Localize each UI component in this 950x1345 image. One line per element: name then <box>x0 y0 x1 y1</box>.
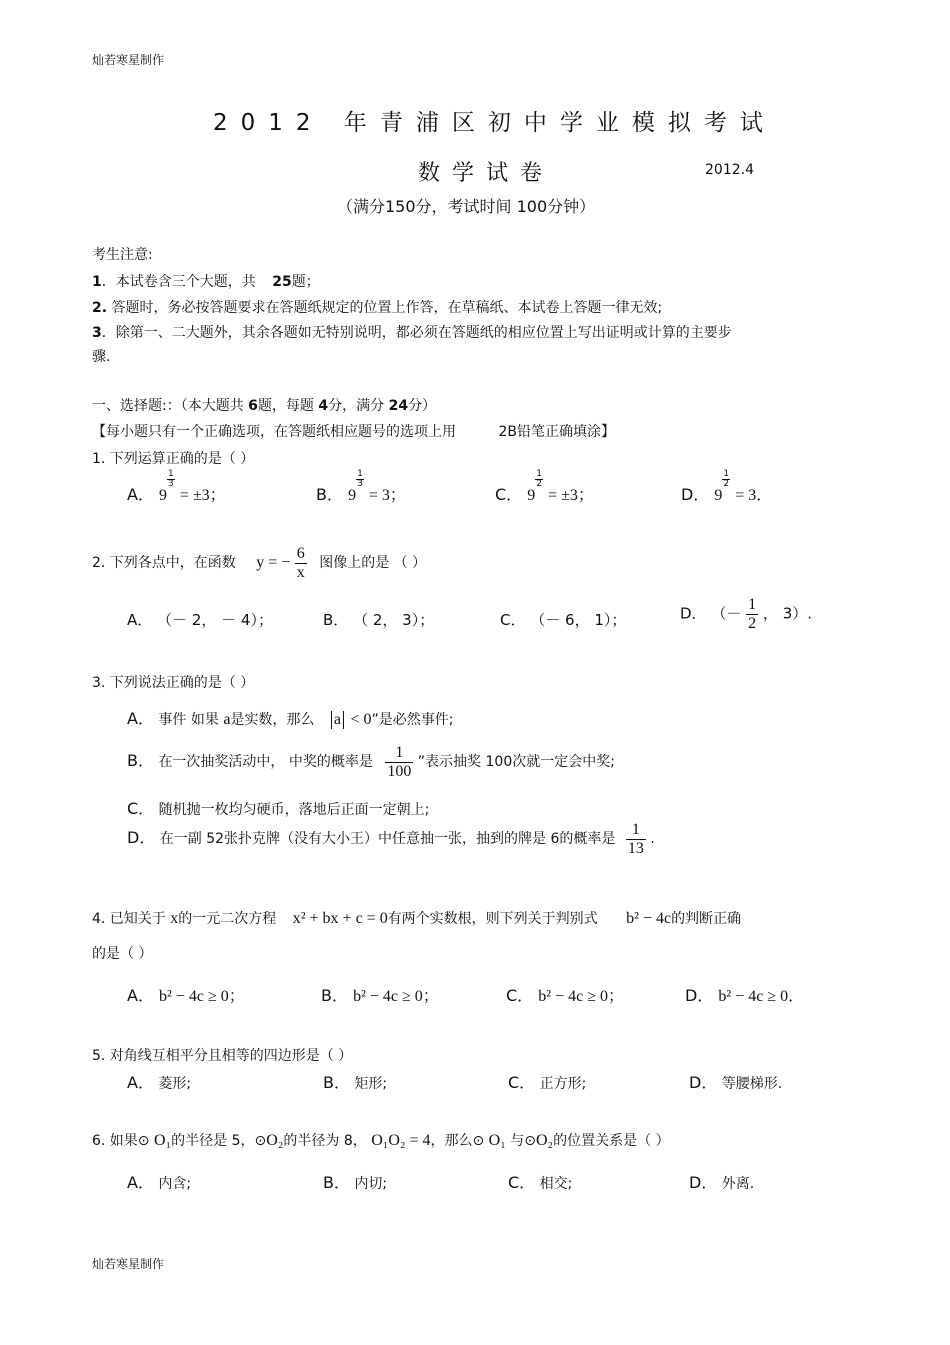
q2-stem <box>92 545 426 581</box>
notice-text: 答题时，务必按答题要求在答题纸规定的位置上作答，在草稿纸、本试卷上答题一律无效; <box>111 300 663 316</box>
q3-option-b[interactable] <box>127 744 615 780</box>
option-label: A． <box>127 611 153 629</box>
option-fraction: $\frac{1}{2}$ <box>748 596 757 632</box>
q6-option-c[interactable] <box>508 1170 572 1193</box>
option-label: B． <box>323 1073 350 1092</box>
option-fraction: $\frac{1}{13}$ <box>627 821 644 857</box>
option-label: C． <box>508 1173 536 1192</box>
option-exponent: $\frac{1}{3}$ <box>357 469 363 489</box>
q4-option-d[interactable] <box>685 983 804 1006</box>
q2-option-c[interactable] <box>500 609 626 630</box>
notice-item-1 <box>92 271 320 291</box>
q4-stem-b: 的一元二次方程 <box>178 911 277 927</box>
q5-option-c[interactable] <box>508 1070 586 1093</box>
q3-stem: 3. 下列说法正确的是（ ） <box>92 675 255 691</box>
exam-info: （满分150分，考试时间 100分钟） <box>337 197 596 216</box>
q6-stem <box>92 1130 670 1150</box>
q4-discriminant: b² − 4c <box>626 910 672 927</box>
option-text: 相交; <box>539 1176 573 1192</box>
q6-stem-e: 与⊙ <box>510 1133 536 1149</box>
q4-var: x <box>170 910 179 927</box>
q6-option-b[interactable] <box>323 1170 387 1193</box>
option-text: （－ 2， － 4）； <box>157 611 273 629</box>
section-each: 4 <box>318 398 329 414</box>
option-label: C． <box>508 1073 536 1092</box>
option-label: D． <box>681 485 710 504</box>
option-label: B． <box>316 485 343 504</box>
option-text: 外离. <box>721 1176 755 1192</box>
section-heading-b: 题，每题 <box>257 398 314 414</box>
option-label: B． <box>127 751 154 771</box>
option-text: 矩形; <box>354 1076 388 1092</box>
option-text: 随机抛一枚均匀硬币，落地后正面一定朝上; <box>158 802 430 818</box>
option-exponent: $\frac{1}{2}$ <box>723 469 730 489</box>
q5-option-a[interactable] <box>127 1070 191 1093</box>
q1-option-d[interactable] <box>681 469 773 505</box>
q4-stem <box>92 908 741 928</box>
option-label: C． <box>500 611 526 629</box>
option-text: b² − 4c ≥ 0； <box>159 988 245 1005</box>
option-text: b² − 4c ≥ 0； <box>538 988 624 1005</box>
section-heading-d: 分） <box>408 398 437 414</box>
section-instruction <box>92 421 615 441</box>
q1-option-c[interactable] <box>495 469 594 505</box>
q5-option-b[interactable] <box>323 1070 387 1093</box>
q6-stem-a: 6. 如果⊙ <box>92 1133 150 1149</box>
q2-func-lhs: y = − <box>256 554 291 572</box>
option-exponent: $\frac{1}{2}$ <box>536 469 543 489</box>
option-text: 在一副 52张扑克牌（没有大小王）中任意抽一张，抽到的牌是 6的概率是 <box>159 831 616 848</box>
option-text: b² − 4c ≥ 0． <box>718 988 805 1005</box>
option-var: a <box>223 711 231 728</box>
option-text: ”表示抽奖 100次就一定会中奖; <box>417 754 615 771</box>
q2-func-fraction: $\frac{6}{x}$ <box>296 545 305 581</box>
notice-item-3 <box>92 322 732 342</box>
instruction-b: 2B铅笔正确填涂】 <box>498 424 615 440</box>
option-rhs: = ±3； <box>179 487 226 504</box>
option-label: A． <box>127 986 154 1005</box>
q6-stem-c: 的半径为 8， <box>283 1133 367 1149</box>
q4-option-a[interactable] <box>127 983 245 1006</box>
q2-option-d[interactable] <box>680 596 812 632</box>
option-text: 在一次抽奖活动中， 中奖的概率是 <box>158 754 373 771</box>
q4-equation: x² + bx + c = 0 <box>292 910 388 927</box>
q2-option-b[interactable] <box>323 609 434 630</box>
option-text: 内含; <box>158 1176 192 1192</box>
option-label: D． <box>689 1073 718 1092</box>
notice-text: ．除第一、二大题外，其余各题如无特别说明，都必须在答题纸的相应位置上写出证明或计算的主要步 <box>101 325 732 341</box>
option-text: 菱形; <box>158 1076 192 1092</box>
q6-o1b: O₁ <box>488 1132 506 1149</box>
instruction-a: 【每小题只有一个正确选项，在答题纸相应题号的选项上用 <box>92 424 456 440</box>
option-label: B． <box>321 986 348 1005</box>
option-base: 9 <box>159 487 168 504</box>
q2-stem-b: 图像上的是 （ ） <box>319 555 427 572</box>
notice-text: ．本试卷含三个大题，共 <box>101 274 256 290</box>
option-label: B． <box>323 1173 350 1192</box>
option-text: 事件 如果 <box>158 712 219 728</box>
q5-option-d[interactable] <box>689 1070 782 1093</box>
q3-option-c[interactable] <box>127 796 429 819</box>
notice-item-4 <box>92 346 110 366</box>
q6-o1: O₁ <box>154 1132 172 1149</box>
q5-stem: 5. 对角线互相平分且相等的四边形是（ ） <box>92 1048 353 1064</box>
q6-stem-d: ，那么⊙ <box>430 1133 485 1149</box>
section-heading <box>92 395 436 415</box>
q3-option-a[interactable] <box>127 706 453 729</box>
option-text: ”是必然事件; <box>371 712 454 728</box>
q4-option-b[interactable] <box>321 983 439 1006</box>
exam-title: 2012 年青浦区初中学业模拟考试 <box>213 110 776 136</box>
option-rhs: = 3； <box>368 487 406 504</box>
option-label: C． <box>127 799 155 818</box>
option-base: 9 <box>527 487 536 504</box>
q6-o2: O₂ <box>266 1132 284 1149</box>
option-rel: < 0 <box>350 711 372 728</box>
section-count: 6 <box>248 398 258 414</box>
section-total: 24 <box>388 398 409 414</box>
watermark-top: 灿若寒星制作 <box>92 53 165 67</box>
watermark-bottom: 灿若寒星制作 <box>92 1257 165 1271</box>
notice-heading: 考生注意: <box>92 247 153 263</box>
q6-stem-f: 的位置关系是（ ） <box>553 1133 670 1149</box>
option-text: （ 2， 3）； <box>353 611 435 629</box>
q4-option-c[interactable] <box>506 983 624 1006</box>
option-label: D． <box>680 604 707 623</box>
q2-option-a[interactable] <box>127 609 273 630</box>
option-text: 是实数，那么 <box>230 712 315 728</box>
notice-num: 1 <box>92 274 102 290</box>
option-text: b² − 4c ≥ 0； <box>353 988 439 1005</box>
notice-num: 3 <box>92 325 102 341</box>
option-base: 9 <box>714 487 723 504</box>
section-heading-c: 分，满分 <box>328 398 385 414</box>
option-text: 正方形; <box>539 1076 587 1092</box>
option-text: （－ 6， 1）； <box>530 611 627 629</box>
q1-option-a[interactable] <box>127 469 226 505</box>
notice-item-2 <box>92 297 662 317</box>
option-base: 9 <box>348 487 357 504</box>
notice-text: 骤. <box>92 349 111 365</box>
q4-stem-line2: 的是（ ） <box>92 946 153 962</box>
option-label: B． <box>323 611 349 629</box>
q6-option-a[interactable] <box>127 1170 191 1193</box>
q4-stem-c: 有两个实数根，则下列关于判别式 <box>387 911 598 927</box>
q2-stem-a: 2. 下列各点中，在函数 <box>92 555 236 572</box>
option-exponent: $\frac{1}{3}$ <box>168 469 174 489</box>
notice-tail: 题； <box>291 274 320 290</box>
option-rhs: = ±3； <box>548 487 594 504</box>
option-label: C． <box>495 485 523 504</box>
option-text: 内切; <box>354 1176 388 1192</box>
option-label: D． <box>127 828 156 848</box>
subject-title: 数学试卷 <box>418 161 555 186</box>
option-text: 等腰梯形. <box>721 1076 783 1092</box>
q6-distance: O₁O₂ = 4 <box>371 1132 431 1149</box>
q6-o2b: O₂ <box>536 1132 554 1149</box>
option-label: A． <box>127 1173 154 1192</box>
q1-option-b[interactable] <box>316 469 406 505</box>
option-label: A． <box>127 1073 154 1092</box>
option-rhs: = 3． <box>735 487 773 504</box>
notice-bold: 25 <box>272 274 292 290</box>
option-text: . <box>650 831 655 848</box>
q4-stem-a: 4. 已知关于 <box>92 911 166 927</box>
section-heading-a: 一、选择题:：（本大题共 <box>92 398 244 414</box>
q6-option-d[interactable] <box>689 1170 754 1193</box>
notice-num: 2. <box>92 300 108 316</box>
exam-date: 2012.4 <box>705 162 754 178</box>
option-fraction: $\frac{1}{100}$ <box>387 744 412 780</box>
option-label: D． <box>685 986 714 1005</box>
q4-stem-d: 的判断正确 <box>671 911 742 927</box>
option-label: C． <box>506 986 534 1005</box>
q6-stem-b: 的半径是 5，⊙ <box>171 1133 267 1149</box>
option-abs: a <box>333 711 341 728</box>
option-text-b: ， 3）. <box>762 604 813 623</box>
q1-stem: 1. 下列运算正确的是（ ） <box>92 451 255 467</box>
option-label: A． <box>127 709 154 728</box>
option-text-a: （－ <box>711 604 742 623</box>
option-label: A． <box>127 485 154 504</box>
option-label: D． <box>689 1173 718 1192</box>
q3-option-d[interactable] <box>127 821 655 857</box>
